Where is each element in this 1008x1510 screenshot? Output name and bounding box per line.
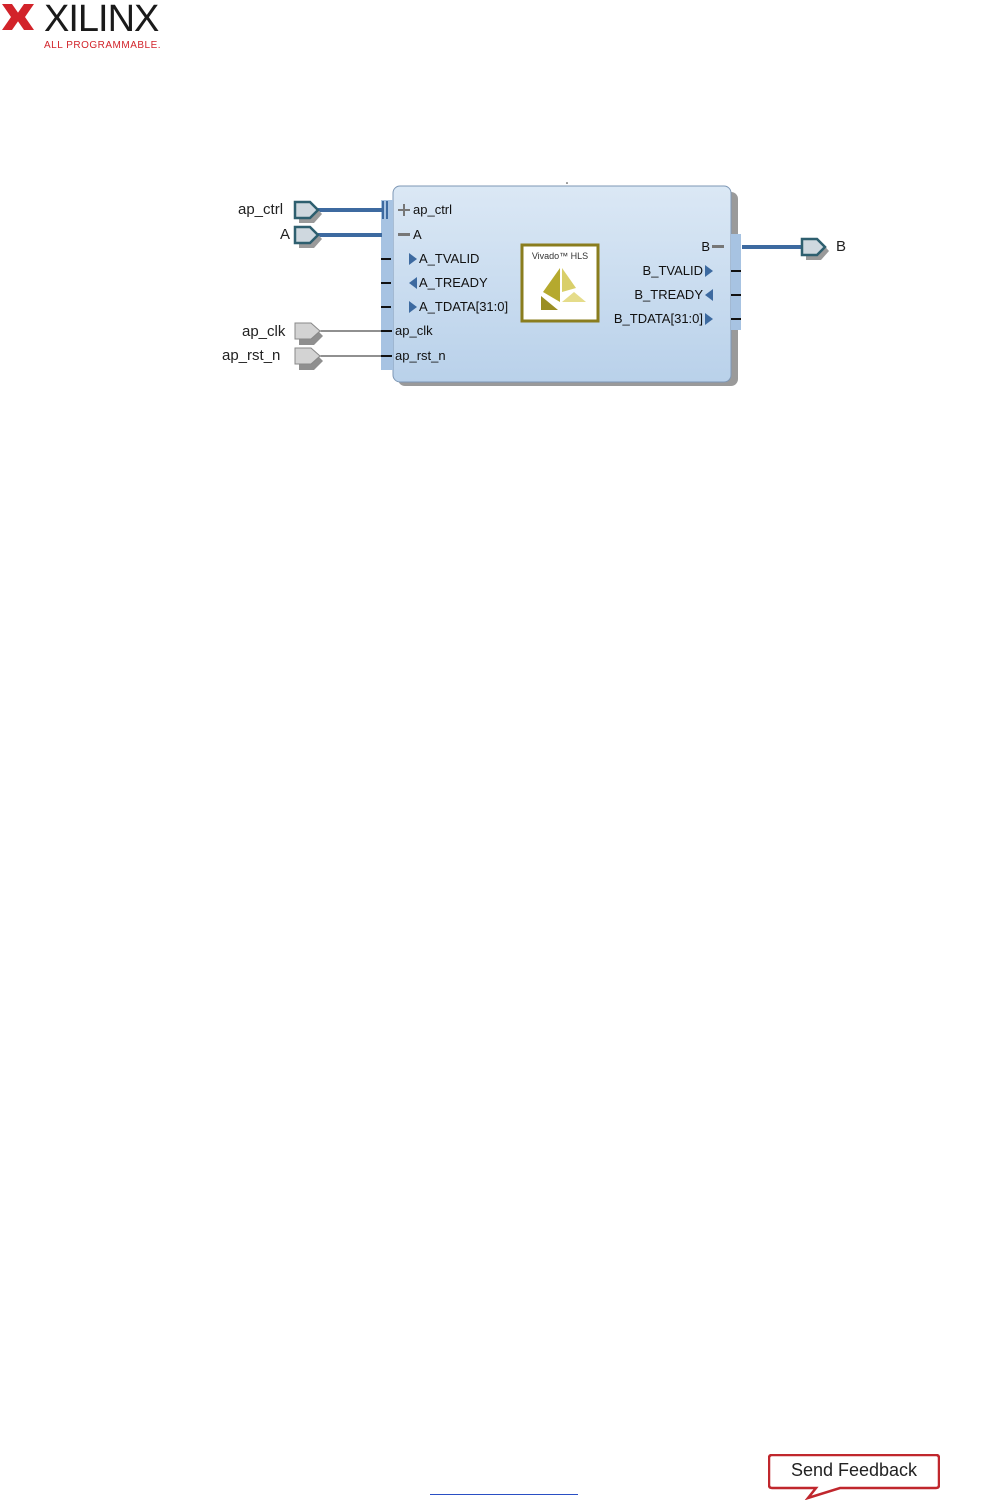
port-label-ap-clk: ap_clk [395,323,433,338]
port-label-a-tdata: A_TDATA[31:0] [419,299,509,314]
core-logo-text: Vivado™ HLS [531,251,589,261]
port-label-a-tvalid: A_TVALID [419,251,480,266]
send-feedback-label: Send Feedback [790,1460,918,1480]
ext-label-a: A [280,226,291,243]
ext-label-ap-clk: ap_clk [242,323,286,340]
port-ap-ctrl-shape [295,202,322,223]
port-label-b-tready: B_TREADY [634,287,703,302]
port-label-a-tready: A_TREADY [419,275,488,290]
port-label-ap-ctrl: ap_ctrl [413,202,453,217]
ext-label-ap-rst-n: ap_rst_n [222,347,281,364]
port-label-a: A [413,227,422,242]
port-ap-clk-shape [295,323,323,345]
port-label-ap-rst-n: ap_rst_n [395,348,446,363]
brand-name: XILINX [44,0,159,40]
port-b-shape [802,239,829,260]
block-diagram [0,0,1008,420]
port-label-b-tdata: B_TDATA[31:0] [613,311,703,326]
collapse-minus-icon [398,233,410,236]
brand-tagline: ALL PROGRAMMABLE. [44,40,162,51]
right-port-strip [731,234,741,330]
port-ap-rst-n-shape [295,348,323,370]
footer-link[interactable] [430,1494,578,1495]
left-port-strip [381,200,393,370]
send-feedback-button[interactable] [768,1454,940,1490]
port-label-b: B [701,239,710,254]
ext-label-ap-ctrl: ap_ctrl [238,201,284,218]
collapse-minus-icon-b [712,245,724,248]
port-a-shape [295,227,322,248]
port-label-b-tvalid: B_TVALID [642,263,703,278]
ext-label-b: B [836,238,847,255]
